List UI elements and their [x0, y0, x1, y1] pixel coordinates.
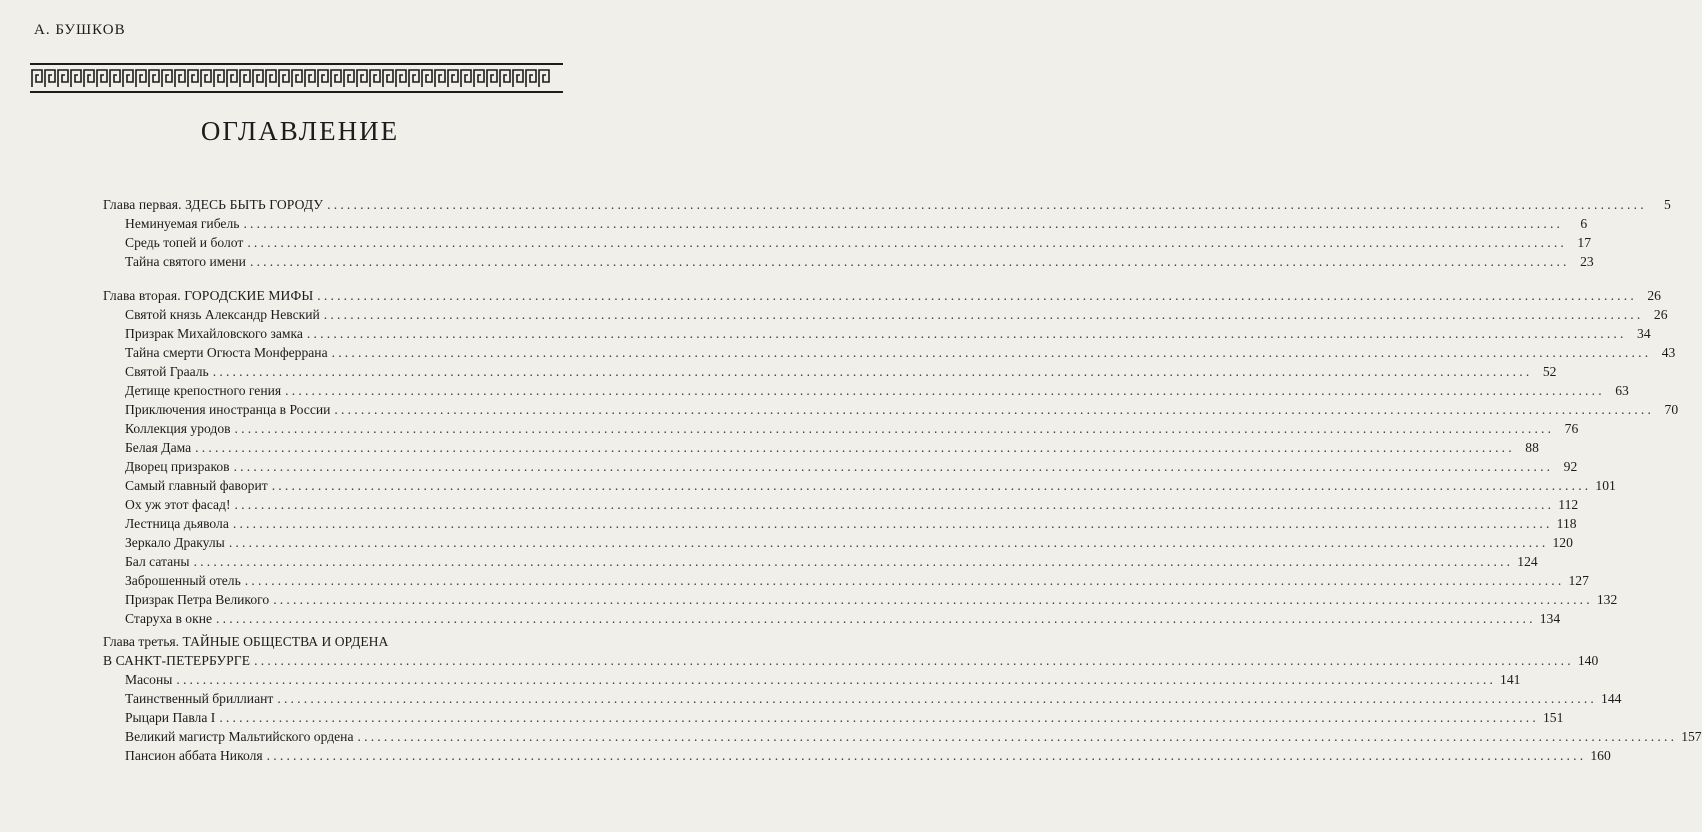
toc-entry-label: Тайна святого имени — [125, 254, 246, 269]
toc-entry-label: Рыцари Павла I — [125, 710, 216, 725]
dot-leader: ........................................................................................................................................................................................................ — [195, 440, 1515, 455]
dot-leader: ........................................................................................................................................................................................................ — [243, 216, 1564, 231]
toc-entry[interactable] — [125, 571, 1589, 591]
dot-leader: ........................................................................................................................................................................................................ — [244, 573, 1565, 588]
dot-leader: ........................................................................................................................................................................................................ — [212, 364, 1533, 379]
toc-entry[interactable] — [125, 457, 1578, 477]
toc-entry-page: 26 — [1653, 307, 1668, 322]
toc-entry-label: В САНКТ-ПЕТЕРБУРГЕ — [103, 653, 251, 668]
toc-entry-label: Тайна смерти Огюста Монферрана — [125, 345, 328, 360]
toc-entry-label: Пансион аббата Николя — [125, 748, 263, 763]
dot-leader: ........................................................................................................................................................................................................ — [331, 345, 1652, 360]
toc-entry-label: Глава первая. ЗДЕСЬ БЫТЬ ГОРОДУ — [103, 197, 324, 212]
toc-title: ОГЛАВЛЕНИЕ — [200, 116, 400, 146]
toc-chapter-3-line1[interactable]: Глава третья. ТАЙНЫЕ ОБЩЕСТВА И ОРДЕНА — [103, 634, 389, 649]
dot-leader: ........................................................................................................................................................................................................ — [285, 383, 1605, 398]
toc-entry-page: 144 — [1601, 691, 1622, 706]
dot-leader: ........................................................................................................................................................................................................ — [357, 729, 1678, 744]
toc-entry-page: 120 — [1552, 535, 1573, 550]
toc-entry-page: 92 — [1563, 459, 1578, 474]
toc-entry[interactable] — [125, 438, 1539, 458]
toc-entry-page: 76 — [1564, 421, 1579, 436]
toc-entry-page: 43 — [1661, 345, 1676, 360]
toc-entry-page: 124 — [1517, 554, 1538, 569]
dot-leader: ........................................................................................................................................................................................................ — [277, 691, 1598, 706]
dot-leader: ........................................................................................................................................................................................................ — [176, 672, 1497, 687]
toc-entry[interactable] — [125, 324, 1651, 344]
dot-leader: ........................................................................................................................................................................................................ — [228, 535, 1549, 550]
dot-leader: ........................................................................................................................................................................................................ — [334, 402, 1655, 417]
toc-entry-label: Святой Грааль — [125, 364, 209, 379]
toc-entry-label: Лестница дьявола — [125, 516, 229, 531]
toc-entry[interactable] — [125, 727, 1702, 747]
dot-leader: ........................................................................................................................................................................................................ — [232, 516, 1553, 531]
toc-entry-page: 140 — [1577, 653, 1599, 668]
toc-entry-label: Самый главный фаворит — [125, 478, 268, 493]
running-head-author: А. БУШКОВ — [34, 22, 126, 38]
toc-entry-page: 6 — [1580, 216, 1588, 231]
dot-leader: ........................................................................................................................................................................................................ — [249, 254, 1570, 269]
dot-leader: ........................................................................................................................................................................................................ — [234, 421, 1555, 436]
dot-leader: ........................................................................................................................................................................................................ — [233, 459, 1554, 474]
dot-leader: ........................................................................................................................................................................................................ — [306, 326, 1627, 341]
dot-leader: ........................................................................................................................................................................................................ — [323, 307, 1644, 322]
toc-entry[interactable] — [125, 252, 1594, 272]
toc-entry-page: 134 — [1539, 611, 1561, 626]
dot-leader: ........................................................................................................................................................................................................ — [219, 710, 1539, 725]
toc-entry-page: 70 — [1664, 402, 1679, 417]
toc-entry-label: Святой князь Александр Невский — [125, 307, 320, 322]
toc-entry[interactable] — [125, 552, 1538, 572]
toc-entry[interactable] — [125, 689, 1622, 709]
toc-entry-label: Заброшенный отель — [125, 573, 241, 588]
toc-entry-page: 52 — [1542, 364, 1557, 379]
toc-entry[interactable] — [125, 495, 1579, 515]
toc-entry[interactable] — [125, 419, 1579, 439]
toc-entry[interactable] — [125, 670, 1521, 690]
toc-entry-label: Старуха в окне — [125, 611, 213, 626]
toc-entry[interactable] — [125, 533, 1573, 553]
toc-entry[interactable] — [125, 609, 1561, 629]
toc-entry-label: Призрак Михайловского замка — [125, 326, 303, 341]
toc-entry-label: Белая Дама — [125, 440, 192, 455]
toc-entry-page: 5 — [1664, 197, 1671, 212]
toc-entry-label: Масоны — [125, 672, 173, 687]
toc-entry[interactable] — [125, 590, 1618, 610]
toc-entry-label: Коллекция уродов — [125, 421, 231, 436]
toc-entry-label: Неминуемая гибель — [125, 216, 240, 231]
toc-entry-page: 151 — [1543, 710, 1564, 725]
toc-entry-page: 127 — [1568, 573, 1589, 588]
toc-entry-page: 63 — [1615, 383, 1629, 398]
dot-leader: ........................................................................................................................................................................................................ — [254, 653, 1574, 668]
dot-leader: ........................................................................................................................................................................................................ — [266, 748, 1587, 763]
toc-entry-label: Средь топей и болот — [125, 235, 244, 250]
toc-entry-page: 160 — [1590, 748, 1611, 763]
toc-chapter-2[interactable] — [103, 286, 1661, 306]
toc-entry[interactable] — [125, 305, 1668, 325]
toc-entry-label: Дворец призраков — [125, 459, 230, 474]
toc-entry-label: Бал сатаны — [125, 554, 190, 569]
toc-entry-page: 17 — [1577, 235, 1592, 250]
dot-leader: ........................................................................................................................................................................................................ — [271, 478, 1592, 493]
toc-entry[interactable] — [125, 214, 1588, 234]
toc-entry[interactable] — [125, 343, 1676, 363]
dot-leader: ........................................................................................................................................................................................................ — [327, 197, 1647, 212]
dot-leader: ........................................................................................................................................................................................................ — [273, 592, 1593, 607]
toc-entry[interactable] — [125, 233, 1592, 253]
toc-entry[interactable] — [125, 476, 1616, 496]
toc-entry-label: Великий магистр Мальтийского ордена — [125, 729, 354, 744]
toc-entry-label: Глава вторая. ГОРОДСКИЕ МИФЫ — [103, 288, 314, 303]
toc-entry-label: Детище крепостного гения — [125, 383, 282, 398]
toc-entry[interactable] — [125, 708, 1564, 728]
toc-entry-page: 132 — [1596, 592, 1618, 607]
toc-entry-label: Призрак Петра Великого — [125, 592, 270, 607]
toc-entry-label: Ох уж этот фасад! — [125, 497, 231, 512]
toc-entry[interactable] — [125, 514, 1577, 534]
toc-entry[interactable] — [125, 746, 1611, 766]
toc-entry-label: Приключения иностранца в России — [125, 402, 331, 417]
dot-leader: ........................................................................................................................................................................................................ — [317, 288, 1637, 303]
toc-entry-label: Таинственный бриллиант — [125, 691, 274, 706]
toc-entry[interactable] — [125, 381, 1629, 401]
toc-entry-label: Зеркало Дракулы — [125, 535, 225, 550]
toc-chapter-3[interactable] — [103, 651, 1599, 671]
toc-entry[interactable] — [125, 362, 1557, 382]
toc-entry-page: 112 — [1558, 497, 1579, 512]
dot-leader: ........................................................................................................................................................................................................ — [193, 554, 1514, 569]
toc-entry-page: 88 — [1525, 440, 1539, 455]
toc-entry-page: 141 — [1500, 672, 1521, 687]
toc-entry-page: 23 — [1580, 254, 1594, 269]
dot-leader: ........................................................................................................................................................................................................ — [216, 611, 1536, 626]
greek-key-ornament — [30, 63, 563, 93]
toc-entry-page: 26 — [1647, 288, 1661, 303]
dot-leader: ........................................................................................................................................................................................................ — [234, 497, 1555, 512]
toc-entry-page: 101 — [1595, 478, 1616, 493]
toc-chapter-1[interactable] — [103, 195, 1671, 215]
toc-entry-page: 118 — [1556, 516, 1577, 531]
toc-entry[interactable] — [125, 400, 1679, 420]
toc-entry-page: 157 — [1681, 729, 1702, 744]
toc-entry-page: 34 — [1637, 326, 1651, 341]
dot-leader: ........................................................................................................................................................................................................ — [247, 235, 1568, 250]
